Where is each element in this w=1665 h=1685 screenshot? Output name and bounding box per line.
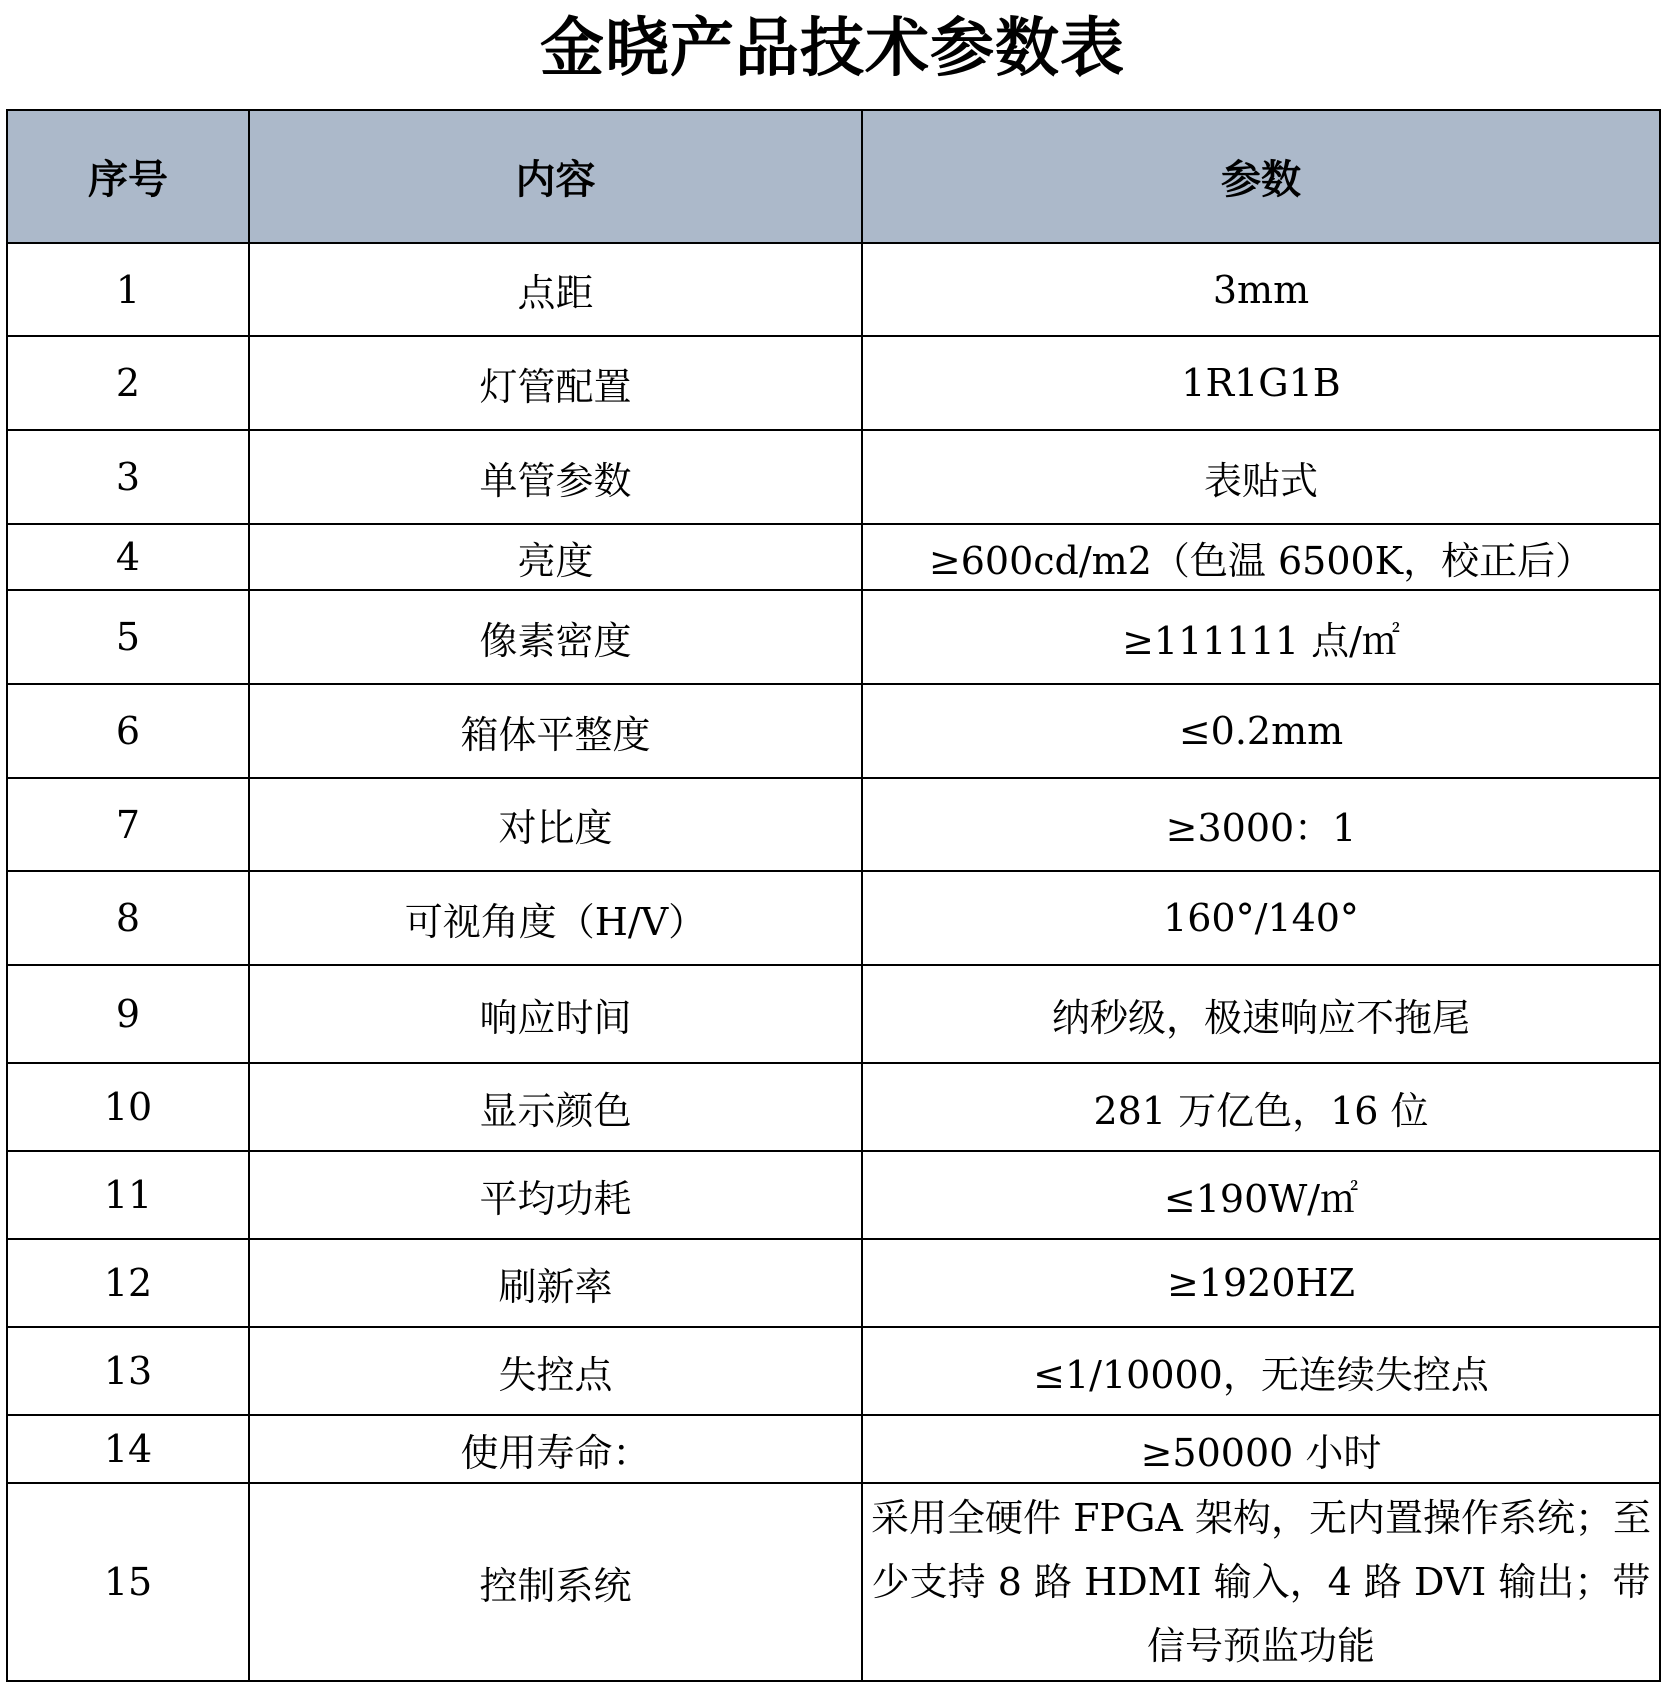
row-value: 281 万亿色，16 位 — [862, 1063, 1660, 1151]
row-value: 表贴式 — [862, 430, 1660, 524]
row-index: 14 — [7, 1415, 249, 1483]
row-item: 亮度 — [249, 524, 862, 590]
header-content: 内容 — [249, 110, 862, 243]
row-index: 6 — [7, 684, 249, 778]
row-item: 失控点 — [249, 1327, 862, 1415]
row-item: 点距 — [249, 243, 862, 336]
table-row — [7, 1327, 1660, 1415]
row-item: 可视角度（H/V） — [249, 871, 862, 965]
row-item: 平均功耗 — [249, 1151, 862, 1239]
table-row — [7, 871, 1660, 965]
row-value: ≥3000：1 — [862, 778, 1660, 871]
header-params: 参数 — [862, 110, 1660, 243]
table-row — [7, 778, 1660, 871]
row-item: 控制系统 — [249, 1483, 862, 1681]
row-index: 10 — [7, 1063, 249, 1151]
row-item: 单管参数 — [249, 430, 862, 524]
table-row — [7, 590, 1660, 684]
table-row — [7, 965, 1660, 1063]
row-value: 采用全硬件 FPGA 架构，无内置操作系统；至少支持 8 路 HDMI 输入，4 路 DVI 输出；带信号预监功能 — [862, 1483, 1660, 1681]
spec-table — [6, 109, 1661, 1682]
table-row — [7, 684, 1660, 778]
row-value: ≥111111 点/㎡ — [862, 590, 1660, 684]
row-item: 使用寿命： — [249, 1415, 862, 1483]
page-title: 金晓产品技术参数表 — [540, 12, 1125, 86]
table-row — [7, 1151, 1660, 1239]
row-index: 15 — [7, 1483, 249, 1681]
table-row — [7, 430, 1660, 524]
row-item: 刷新率 — [249, 1239, 862, 1327]
row-item: 显示颜色 — [249, 1063, 862, 1151]
row-index: 1 — [7, 243, 249, 336]
row-index: 12 — [7, 1239, 249, 1327]
row-index: 9 — [7, 965, 249, 1063]
row-value: 160°/140° — [862, 871, 1660, 965]
row-value: ≥600cd/m2（色温 6500K，校正后） — [862, 524, 1660, 590]
row-item: 像素密度 — [249, 590, 862, 684]
table-row — [7, 243, 1660, 336]
row-value: ≤1/10000，无连续失控点 — [862, 1327, 1660, 1415]
row-index: 11 — [7, 1151, 249, 1239]
row-index: 2 — [7, 336, 249, 430]
row-value: 纳秒级，极速响应不拖尾 — [862, 965, 1660, 1063]
row-item: 响应时间 — [249, 965, 862, 1063]
table-row — [7, 524, 1660, 590]
row-index: 13 — [7, 1327, 249, 1415]
row-value: ≤0.2mm — [862, 684, 1660, 778]
table-row — [7, 1483, 1660, 1681]
row-value: ≤190W/㎡ — [862, 1151, 1660, 1239]
row-index: 4 — [7, 524, 249, 590]
row-index: 8 — [7, 871, 249, 965]
row-index: 5 — [7, 590, 249, 684]
table-header-row — [7, 110, 1660, 243]
row-value: 3mm — [862, 243, 1660, 336]
table-row — [7, 336, 1660, 430]
row-item: 灯管配置 — [249, 336, 862, 430]
table-row — [7, 1063, 1660, 1151]
row-item: 对比度 — [249, 778, 862, 871]
row-value: 1R1G1B — [862, 336, 1660, 430]
row-item: 箱体平整度 — [249, 684, 862, 778]
row-index: 7 — [7, 778, 249, 871]
row-value: ≥50000 小时 — [862, 1415, 1660, 1483]
table-row — [7, 1239, 1660, 1327]
row-value: ≥1920HZ — [862, 1239, 1660, 1327]
table-row — [7, 1415, 1660, 1483]
header-index: 序号 — [7, 110, 249, 243]
row-index: 3 — [7, 430, 249, 524]
